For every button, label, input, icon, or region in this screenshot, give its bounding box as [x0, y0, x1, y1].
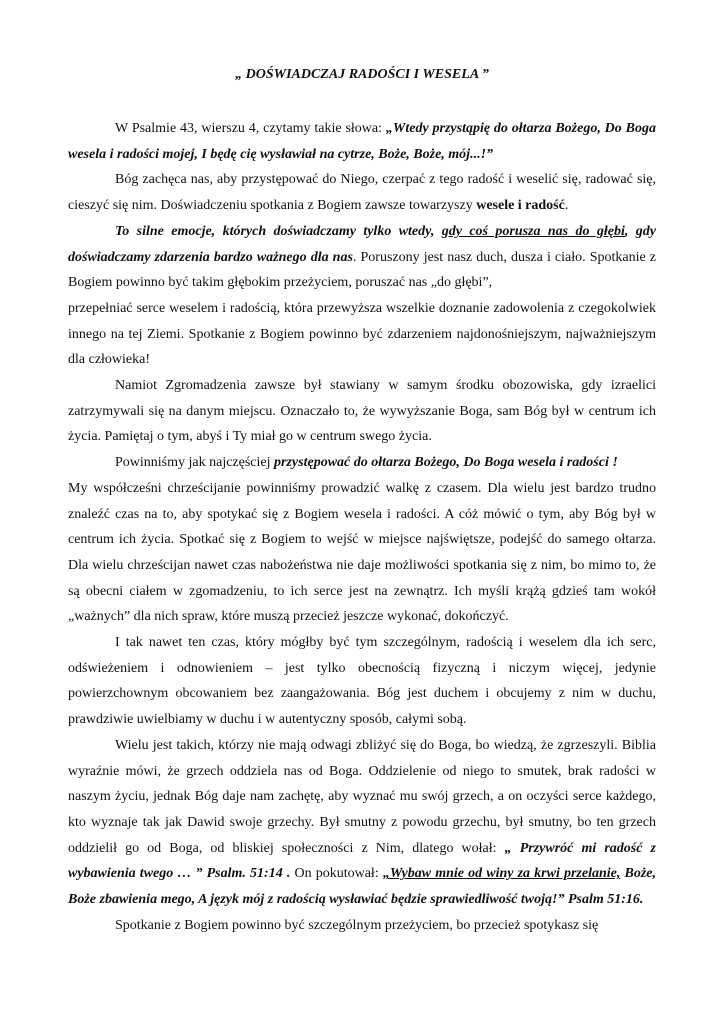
- text-run: Bóg zachęca nas, aby przystępować do Niego, czerpać z tego radość i weselić się, radować się, cieszyć się nim. Doświadczeniu spotkania z Bogiem zawsze towarzyszy: [68, 172, 656, 214]
- paragraph: Namiot Zgromadzenia zawsze był stawiany w samym środku obozowiska, gdy izraelici zatrzymywali się na danym miejscu. Oznaczało to, że wywyższanie Boga, sam Bóg był w centrum ich życia. Pamiętaj o tym, abyś i Ty miał go w centrum swego życia.: [68, 378, 656, 445]
- psalm-citation: Boże, Boże zbawienia mego, A język mój z radością wysławiać będzie sprawiedliwość twoją!” Psalm 51:16.: [68, 866, 657, 908]
- document-page: [68, 60, 656, 939]
- emphasis-text: , gdy doświadczamy zdarzenia bardzo ważnego dla nas: [68, 223, 657, 265]
- psalm-quote: „Wtedy przystąpię do ołtarza Bożego, Do Boga wesela i radości mojej, I będę cię wysławiał na cytrze, Boże, Boże, mój...!”: [68, 121, 656, 162]
- paragraph: [68, 450, 656, 476]
- emphasis-text: przystępować do ołtarza Bożego, Do Boga wesela i radości !: [274, 455, 618, 471]
- text-run: Powinniśmy jak najczęściej: [115, 455, 275, 471]
- text-run: On pokutował:: [290, 866, 383, 882]
- paragraph: przepełniać serce weselem i radością, która przewyższa wszelkie doznanie zadowolenia z czegokolwiek innego na tej Ziemi. Spotkanie z Bogiem powinno być zdarzeniem najdonośniejszym, najważniejszym dla człowieka!: [68, 300, 656, 368]
- paragraph: I tak nawet ten czas, który mógłby być tym szczególnym, radością i weselem dla ich serc, odświeżeniem i odnowieniem – jest tylko obecnością fizyczną i niczym więcej, jedynie powierzchownym obcowaniem bez zaangażowania. Bóg jest duchem i obcujemy z nim w duchu, prawdziwie uwielbiamy w duchu i w autentyczny sposób, całymi sobą.: [68, 635, 656, 728]
- paragraph: Spotkanie z Bogiem powinno być szczególnym przeżyciem, bo przecież spotykasz się: [115, 917, 599, 933]
- emphasis-text: To silne emocje, których doświadczamy tylko wtedy,: [115, 223, 442, 239]
- paragraph: [68, 733, 656, 913]
- paragraph: My współcześni chrześcijanie powinniśmy prowadzić walkę z czasem. Dla wielu jest bardzo trudno znaleźć czas na to, aby spotykać się z Bogiem wesela i radości. A cóż mówić o tym, aby Bóg był w centrum ich życia. Spotkać się z Bogiem to wejść w miejsce najświętsze, podejść do samego ołtarza. Dla wielu chrześcijan nawet czas nabożeństwa nie daje możliwości spotkania się z nim, bo mimo to, że są obecni ciałem w zgomadzeniu, to ich serce jest na zewnątrz. Ich myśli krążą gdzieś tam wokół „ważnych” dla nich spraw, które muszą przecież jeszcze wykonać, dokończyć.: [68, 480, 656, 625]
- document-title: „ DOŚWIADCZAJ RADOŚCI I WESELA ”: [235, 67, 489, 82]
- bold-text: wesele i radość: [476, 198, 565, 214]
- paragraph: [68, 167, 656, 218]
- paragraph: [68, 116, 656, 167]
- text-run: . Poruszony jest nasz duch, dusza i ciało. Spotkanie z Bogiem powinno być takim głębokim przeżyciem, poruszać nas „do głębi”,: [68, 249, 657, 291]
- text-run: W Psalmie 43, wierszu 4, czytamy takie słowa:: [115, 121, 386, 136]
- text-run: .: [564, 198, 569, 214]
- psalm-citation: „ Przywróć mi radość z wybawienia twego … ” Psalm. 51:14 .: [68, 840, 656, 882]
- text-run: Wielu jest takich, którzy nie mają odwagi zbliżyć się do Boga, bo wiedzą, że zgrzeszyli. Biblia wyraźnie mówi, że grzech oddziela nas od Boga. Oddzielenie od niego to smutek, brak radości w naszym życiu, jednak Bóg daje nam zachętę, aby wyznać mu swój grzech, a on oczyści serce każdego, kto wyznaje tak jak Dawid swoje grzechy. Był smutny z powodu grzechu, był smutny, bo ten grzech oddzielił go od Boga, od bliskiej społeczności z Nim, dlatego wołał:: [68, 737, 656, 856]
- paragraph: [68, 219, 656, 296]
- underlined-emphasis: gdy coś porusza nas do głębi: [441, 223, 625, 239]
- underlined-emphasis: „Wybaw mnie od winy za krwi przelanie,: [382, 866, 621, 882]
